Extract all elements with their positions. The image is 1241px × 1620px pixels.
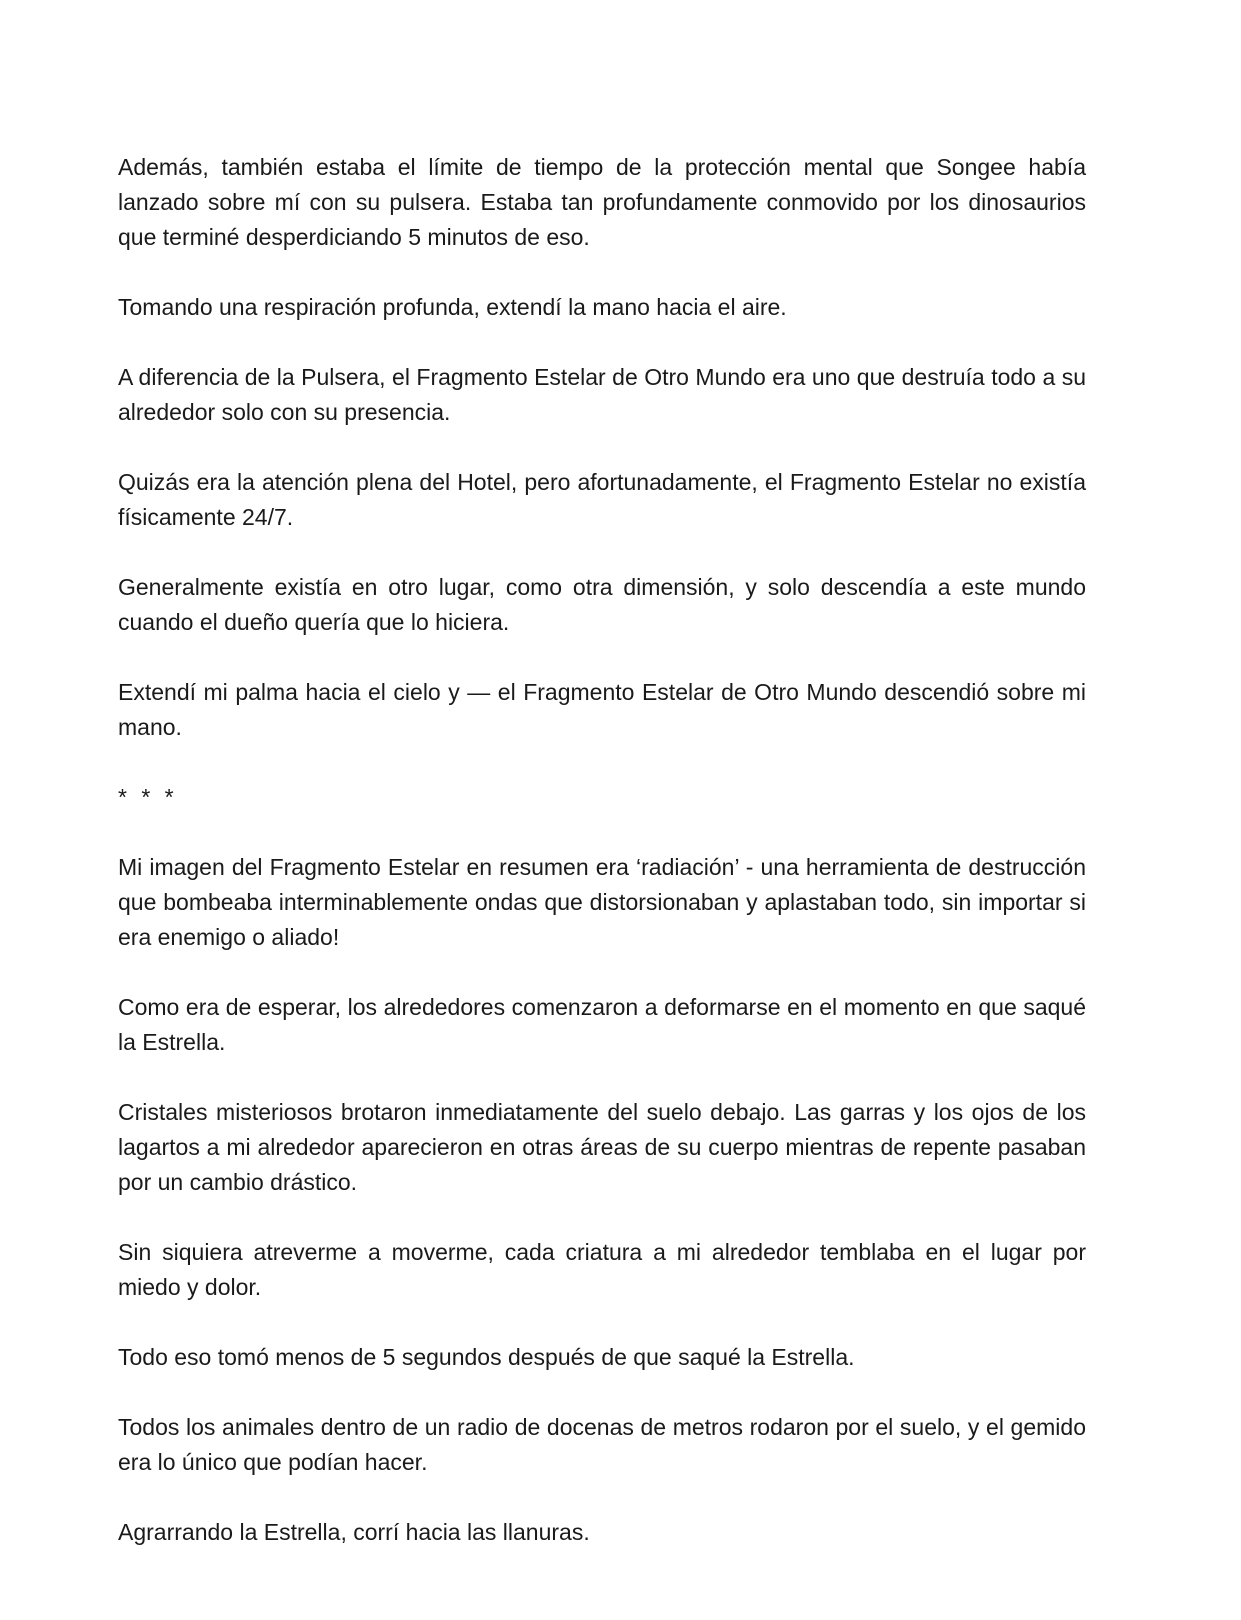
paragraph-11: Todo eso tomó menos de 5 segundos después de que saqué la Estrella.	[118, 1344, 855, 1370]
paragraph-6: Extendí mi palma hacia el cielo y — el Fragmento Estelar de Otro Mundo descendió sobre mi mano.	[118, 679, 1086, 740]
paragraph-3: A diferencia de la Pulsera, el Fragmento Estelar de Otro Mundo era uno que destruía todo a su alrededor solo con su presencia.	[118, 364, 1086, 425]
paragraph-12: Todos los animales dentro de un radio de docenas de metros rodaron por el suelo, y el gemido era lo único que podían hacer.	[118, 1414, 1086, 1475]
paragraph-13: Agrarrando la Estrella, corrí hacia las llanuras.	[118, 1519, 590, 1545]
paragraph-8: Como era de esperar, los alrededores comenzaron a deformarse en el momento en que saqué la Estrella.	[118, 994, 1086, 1055]
document-body	[118, 150, 1086, 1585]
paragraph-1: Además, también estaba el límite de tiempo de la protección mental que Songee había lanzado sobre mí con su pulsera. Estaba tan profundamente conmovido por los dinosaurios que terminé desperdiciando 5 minutos de eso.	[118, 154, 1086, 250]
paragraph-2: Tomando una respiración profunda, extendí la mano hacia el aire.	[118, 294, 787, 320]
paragraph-7: Mi imagen del Fragmento Estelar en resumen era ‘radiación’ - una herramienta de destrucción que bombeaba interminablemente ondas que distorsionaban y aplastaban todo, sin importar si era enemigo o aliado!	[118, 854, 1086, 950]
paragraph-4: Quizás era la atención plena del Hotel, pero afortunadamente, el Fragmento Estelar no existía físicamente 24/7.	[118, 469, 1086, 530]
paragraph-9: Cristales misteriosos brotaron inmediatamente del suelo debajo. Las garras y los ojos de los lagartos a mi alrededor aparecieron en otras áreas de su cuerpo mientras de repente pasaban por un cambio drástico.	[118, 1099, 1086, 1195]
scene-break: * * *	[118, 784, 178, 810]
paragraph-10: Sin siquiera atreverme a moverme, cada criatura a mi alrededor temblaba en el lugar por miedo y dolor.	[118, 1239, 1086, 1300]
paragraph-5: Generalmente existía en otro lugar, como otra dimensión, y solo descendía a este mundo cuando el dueño quería que lo hiciera.	[118, 574, 1086, 635]
